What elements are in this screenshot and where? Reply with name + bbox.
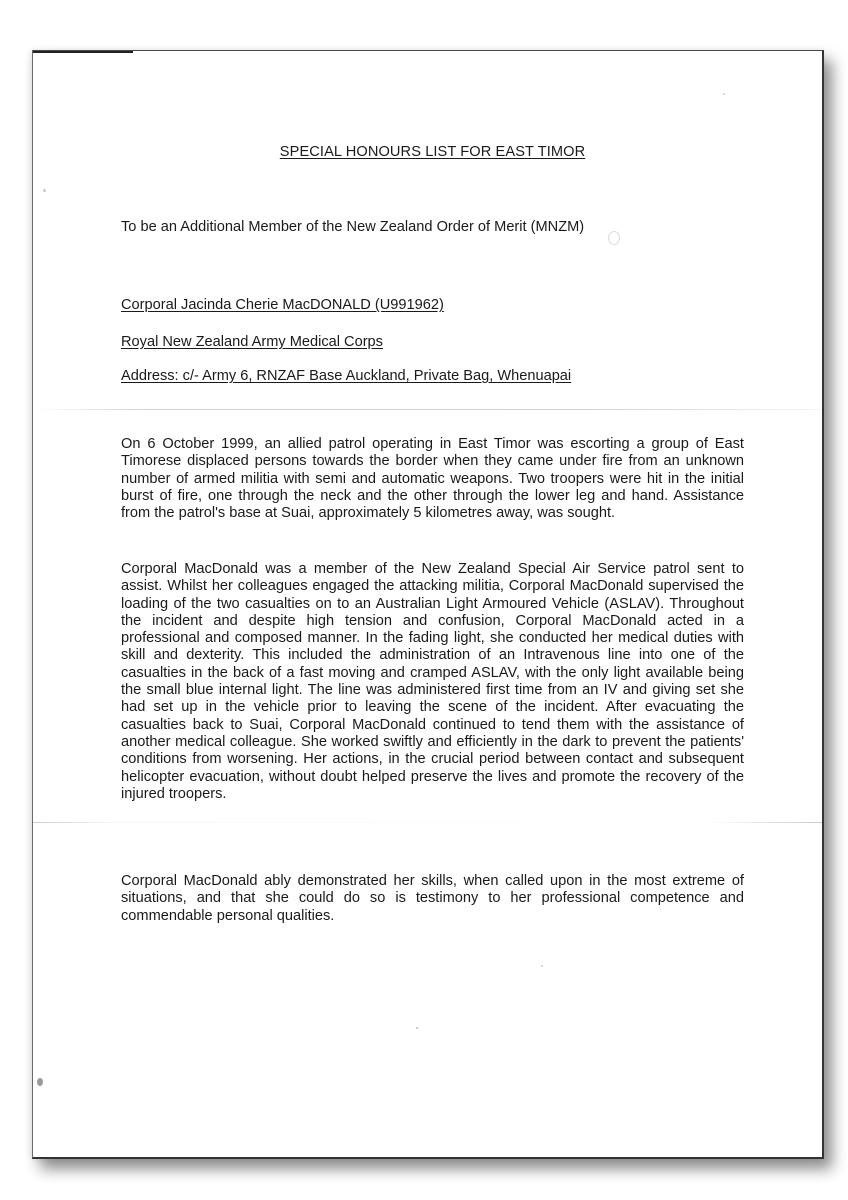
citation-paragraph-3: Corporal MacDonald ably demonstrated her skills, when called upon in the most extreme of situations, and that she could do so is testimony to her professional competence and commendable personal qualities. (121, 873, 744, 924)
scan-edge-shade (33, 51, 133, 53)
citation-paragraph-1: On 6 October 1999, an allied patrol operating in East Timor was escorting a group of East Timorese displaced persons towards the border when they came under fire from an unknown number of armed militia with semi and automatic weapons. Two troopers were hit in the initial burst of fire, one through the neck and the other through the lower leg and hand. Assistance from the patrol's base at Suai, approximately 5 kilometres away, was sought. (121, 436, 744, 522)
scan-speck (43, 189, 46, 192)
scan-mark (608, 231, 620, 245)
recipient-unit: Royal New Zealand Army Medical Corps (121, 334, 383, 350)
fold-crease (33, 409, 822, 410)
scan-speck (541, 965, 543, 967)
fold-crease (33, 822, 822, 823)
document-title (121, 144, 744, 160)
recipient-address: Address: c/- Army 6, RNZAF Base Auckland, Private Bag, Whenuapai (121, 368, 572, 384)
award-description: To be an Additional Member of the New Zealand Order of Merit (MNZM) (121, 219, 585, 235)
recipient-name: Corporal Jacinda Cherie MacDONALD (U991962) (121, 297, 444, 313)
scan-speck (723, 93, 725, 95)
title-text: SPECIAL HONOURS LIST FOR EAST TIMOR (279, 144, 586, 160)
scan-speck (37, 1078, 43, 1086)
scan-speck (416, 1027, 418, 1029)
scanned-document-page (32, 50, 824, 1159)
citation-paragraph-2: Corporal MacDonald was a member of the New Zealand Special Air Service patrol sent to assist. Whilst her colleagues engaged the attacking militia, Corporal MacDonald supervised the loading of the two casualties on to an Australian Light Armoured Vehicle (ASLAV). Throughout the incident and despite high tension and confusion, Corporal MacDonald acted in a professional and composed manner. In the fading light, she conducted her medical duties with skill and dexterity. This included the administration of an Intravenous line into one of the casualties in the back of a fast moving and cramped ASLAV, with the only light available being the small blue internal light. The line was administered first time from an IV and giving set she had set up in the vehicle prior to leaving the scene of the incident. After evacuating the casualties back to Suai, Corporal MacDonald continued to tend them with the assistance of another medical colleague. She worked swiftly and efficiently in the dark to prevent the patients' conditions from worsening. Her actions, in the crucial period between contact and subsequent helicopter evacuation, without doubt helped preserve the lives and promote the recovery of the injured troopers. (121, 561, 744, 802)
